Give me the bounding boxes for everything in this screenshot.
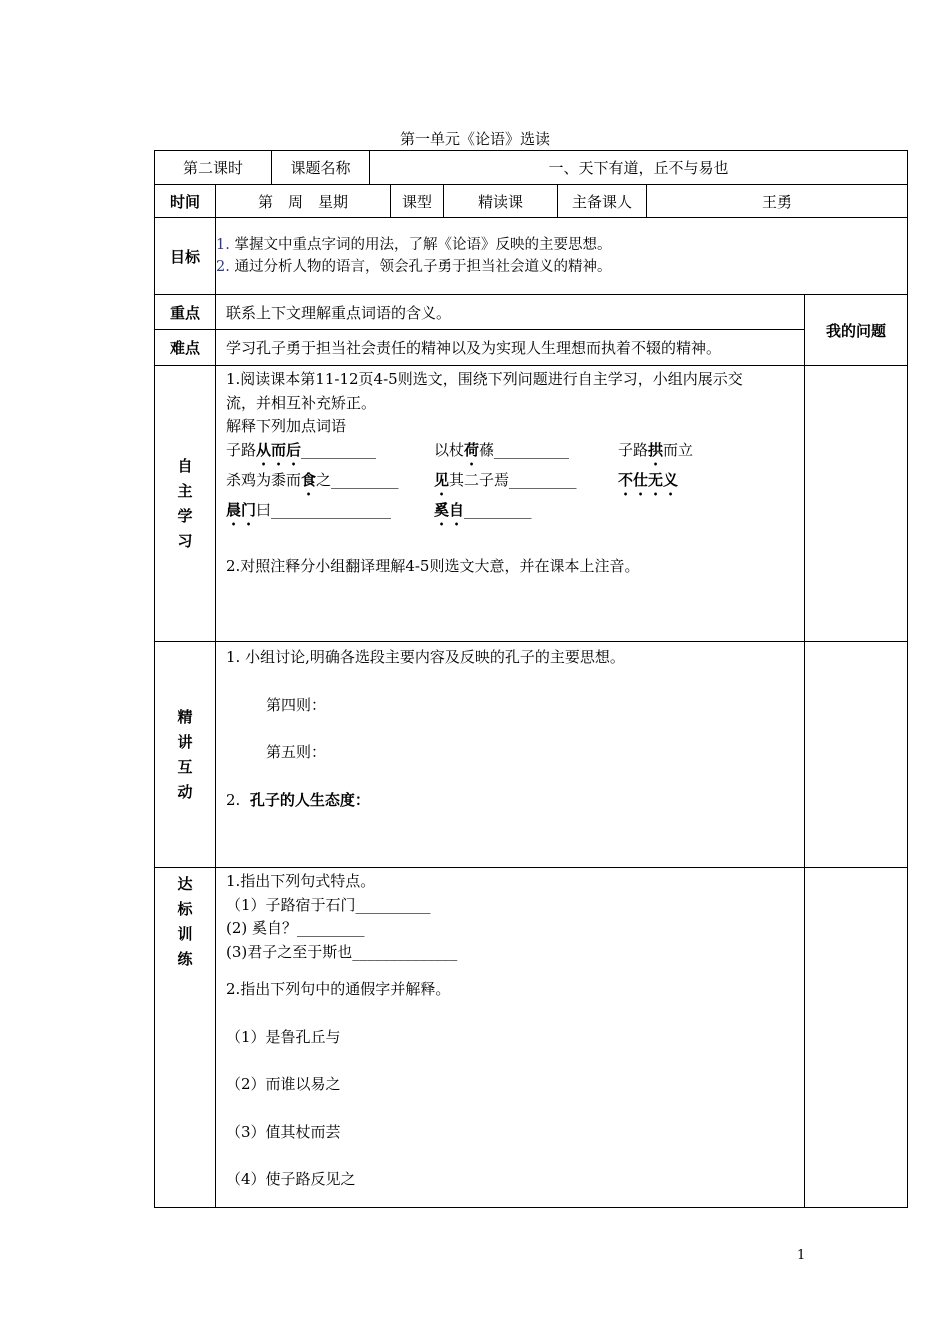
type-value: 精读课 [444,185,558,218]
task1-line1: 1.阅读课本第11-12页4-5则选文，围绕下列问题进行自主学习，小组内展示交 [226,370,743,388]
page-title: 第一单元《论语》选读 [399,130,550,148]
preparer-label: 主备课人 [558,185,647,218]
task2: 2.对照注释分小组翻译理解4-5则选文大意，并在课本上注音。 [226,556,640,575]
vocab-item: 子路从而后__________ [226,440,377,459]
page-number: 1 [797,1248,806,1263]
difficulty-label: 难点 [155,330,216,366]
discussion-item1: 1. 小组讨论,明确各选段主要内容及反映的孔子的主要思想。 [226,648,625,666]
discussion-p4: 第四则： [266,695,327,714]
discussion-p5: 第五则： [266,743,327,761]
practice-content [216,868,804,1196]
difficulty-text: 学习孔子勇于担当社会责任的精神以及为实现人生理想而执着不辍的精神。 [216,330,805,366]
practice-q2: 2.指出下列句中的通假字并解释。 [226,980,451,998]
practice-q1: 1.指出下列句式特点。 [226,872,376,890]
vocab-item: 以杖荷蓧__________ [434,440,570,459]
practice-q2-item: （4）使子路反见之 [226,1170,356,1188]
goals-label: 目标 [155,218,216,295]
preparer-value: 王勇 [647,185,908,218]
practice-q2-item: （1）是鲁孔丘与 [226,1027,341,1046]
self-study-label: 自主学习 [177,456,193,550]
practice-q1-item: (2) 奚自？_________ [226,919,365,937]
topic-label: 课题名称 [272,151,370,185]
time-value: 第 周 星期 [216,185,391,218]
my-questions-label: 我的问题 [805,295,908,366]
goals-content [216,218,908,295]
topic-value: 一、天下有道，丘不与易也 [370,151,908,185]
practice-q2-item: （2）而谁以易之 [226,1075,341,1093]
vocab-item: 杀鸡为黍而食之_________ [226,470,399,489]
discussion-item2: 2. 孔子的人生态度： [226,790,370,809]
discussion-label: 精讲互动 [177,707,193,801]
vocab-item: 见其二子焉_________ [434,470,577,489]
self-study-content [216,366,804,582]
lesson-plan-table [154,150,908,1208]
goal-item: 1. 掌握文中重点字词的用法，了解《论语》反映的主要思想。 [216,237,612,253]
type-label: 课型 [391,185,444,218]
vocab-row [226,439,794,469]
lesson-cell: 第二课时 [155,151,272,185]
key-point-text: 联系上下文理解重点词语的含义。 [216,295,805,330]
vocab-item: 不仕无义 [618,470,679,489]
vocab-item: 子路拱而立 [618,440,694,459]
vocab-item: 奚自_________ [434,500,532,519]
time-label: 时间 [155,185,216,218]
discussion-content [216,642,804,816]
task1-line2: 流，并相互补充矫正。 [226,393,377,412]
goal-item: 2. 通过分析人物的语言，领会孔子勇于担当社会道义的精神。 [216,259,612,275]
practice-q1-item: （1）子路宿于石门__________ [226,895,431,914]
practice-q2-item: （3）值其杖而芸 [226,1122,341,1141]
explain-title: 解释下列加点词语 [226,417,347,435]
practice-label: 达标训练 [177,875,193,968]
vocab-item: 晨门曰________________ [226,500,392,519]
vocab-row [226,469,794,499]
key-point-label: 重点 [155,295,216,330]
vocab-row [226,499,794,529]
practice-q1-item: (3)君子之至于斯也______________ [226,942,458,961]
